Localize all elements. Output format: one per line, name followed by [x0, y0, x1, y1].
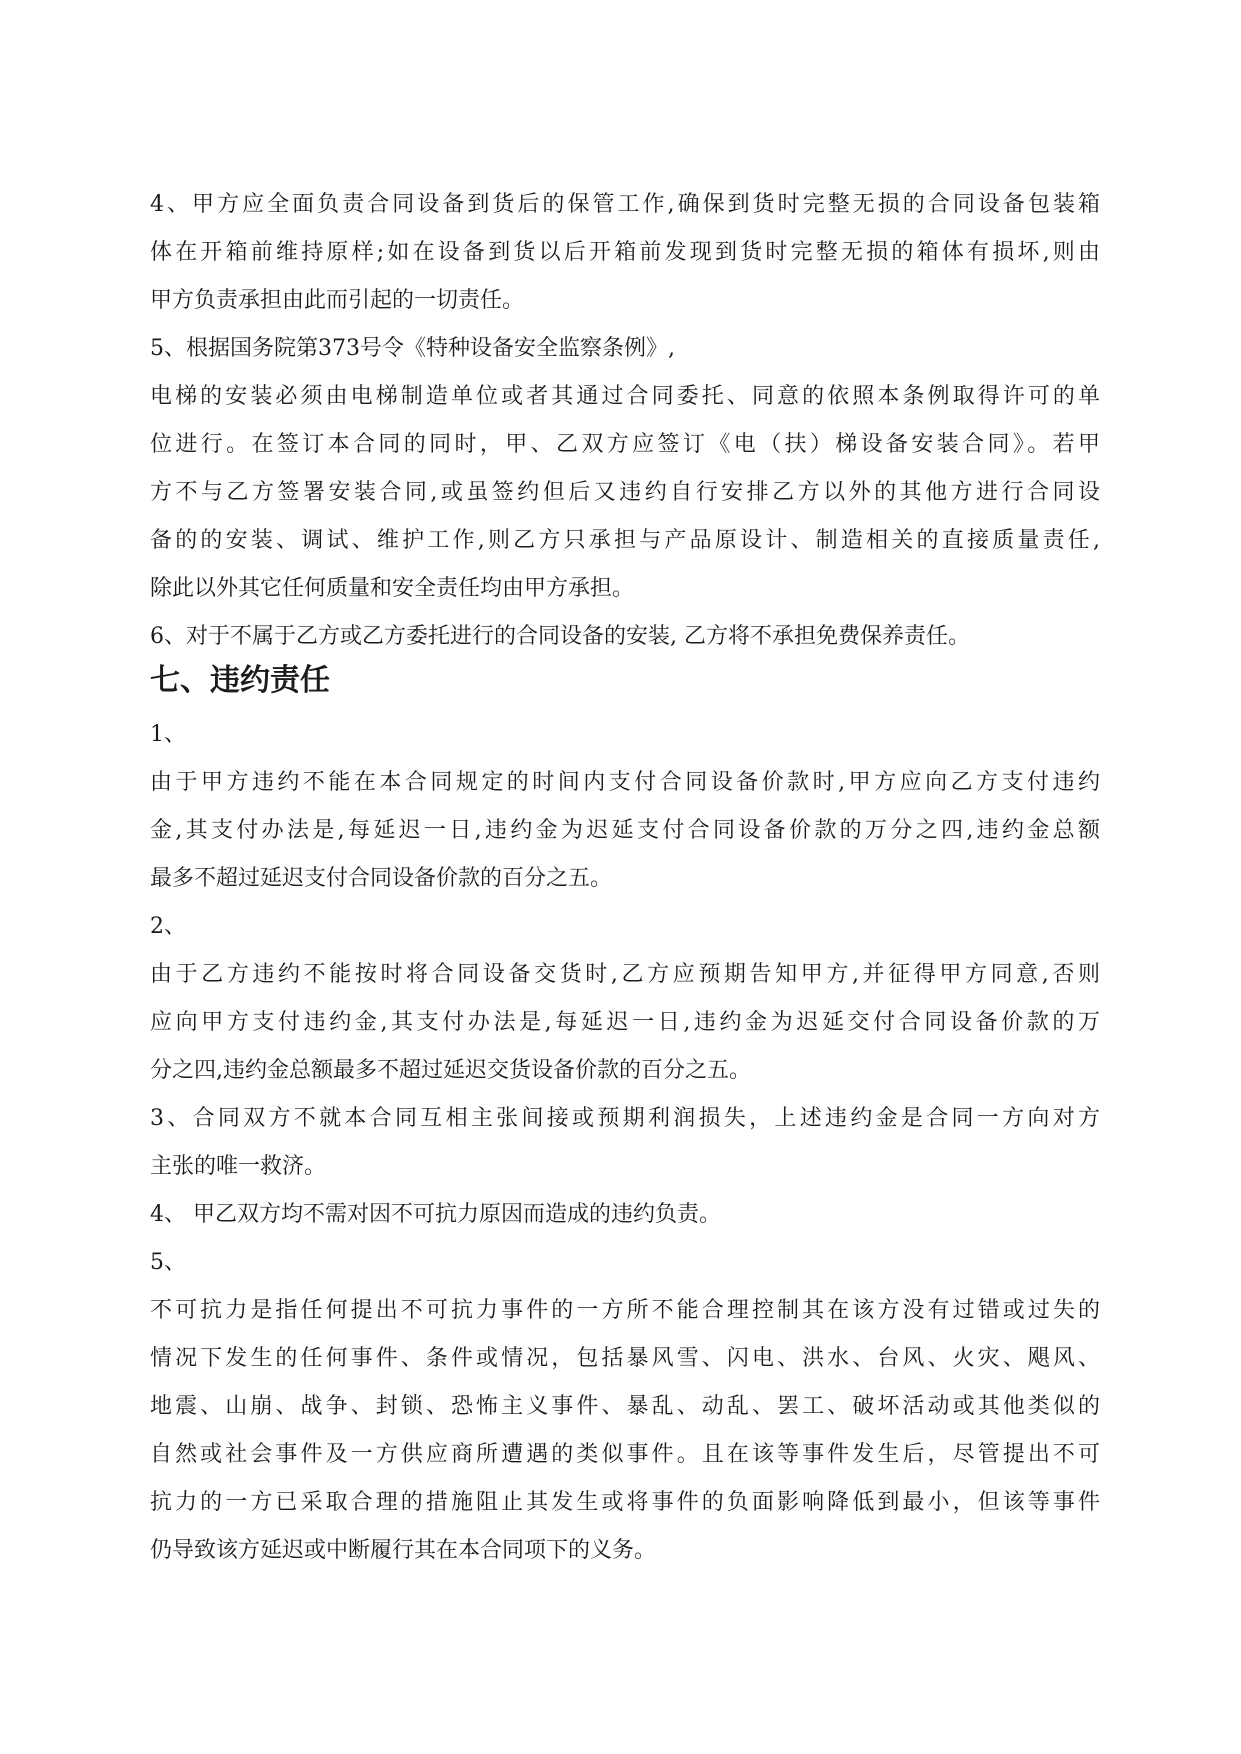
document-page: [150, 190, 1100, 1584]
text-line: 自然或社会事件及一方供应商所遭遇的类似事件。且在该等事件发生后，尽管提出不可: [150, 1442, 1100, 1467]
text-line: 分之四,违约金总额最多不超过延迟交货设备价款的百分之五。: [150, 1058, 751, 1083]
text-line: 不可抗力是指任何提出不可抗力事件的一方所不能合理控制其在该方没有过错或过失的: [150, 1298, 1100, 1323]
text-line: 电梯的安装必须由电梯制造单位或者其通过合同委托、同意的依照本条例取得许可的单: [150, 384, 1100, 409]
text-line: 5、根据国务院第373号令《特种设备安全监察条例》,: [150, 336, 675, 361]
text-line: 金,其支付办法是,每延迟一日,违约金为迟延支付合同设备价款的万分之四,违约金总额: [150, 818, 1100, 843]
text-line: 甲方负责承担由此而引起的一切责任。: [150, 288, 525, 313]
text-line: 位进行。在签订本合同的同时，甲、乙双方应签订《电（扶）梯设备安装合同》。若甲: [150, 432, 1100, 457]
text-line: 由于乙方违约不能按时将合同设备交货时,乙方应预期告知甲方,并征得甲方同意,否则: [150, 962, 1100, 987]
text-line: 备的的安装、调试、维护工作,则乙方只承担与产品原设计、制造相关的直接质量责任,: [150, 528, 1100, 553]
text-line: 最多不超过延迟支付合同设备价款的百分之五。: [150, 866, 613, 891]
section-heading: 七、违约责任: [150, 664, 330, 698]
text-line: 主张的唯一救济。: [150, 1154, 327, 1179]
text-line: 方不与乙方签署安装合同,或虽签约但后又违约自行安排乙方以外的其他方进行合同设: [150, 480, 1100, 505]
text-line: 3、合同双方不就本合同互相主张间接或预期利润损失，上述违约金是合同一方向对方: [150, 1106, 1100, 1131]
text-line: 除此以外其它任何质量和安全责任均由甲方承担。: [150, 576, 635, 601]
text-line: 应向甲方支付违约金,其支付办法是,每延迟一日,违约金为迟延交付合同设备价款的万: [150, 1010, 1100, 1035]
text-line: 4、甲方应全面负责合同设备到货后的保管工作,确保到货时完整无损的合同设备包装箱: [150, 192, 1100, 217]
text-line: 仍导致该方延迟或中断履行其在本合同项下的义务。: [150, 1538, 657, 1563]
text-line: 体在开箱前维持原样;如在设备到货以后开箱前发现到货时完整无损的箱体有损坏,则由: [150, 240, 1100, 265]
text-line: 情况下发生的任何事件、条件或情况，包括暴风雪、闪电、洪水、台风、火灾、飓风、: [150, 1346, 1100, 1371]
text-line: 地震、山崩、战争、封锁、恐怖主义事件、暴乱、动乱、罢工、破坏活动或其他类似的: [150, 1394, 1100, 1419]
text-line: 6、对于不属于乙方或乙方委托进行的合同设备的安装, 乙方将不承担免费保养责任。: [150, 624, 970, 649]
text-line: 由于甲方违约不能在本合同规定的时间内支付合同设备价款时,甲方应向乙方支付违约: [150, 770, 1100, 795]
text-line: 4、 甲乙双方均不需对因不可抗力原因而造成的违约负责。: [150, 1202, 721, 1227]
text-line: 2、: [150, 914, 186, 939]
text-line: 5、: [150, 1250, 186, 1275]
text-line: 1、: [150, 722, 186, 747]
text-line: 抗力的一方已采取合理的措施阻止其发生或将事件的负面影响降低到最小，但该等事件: [150, 1490, 1100, 1515]
